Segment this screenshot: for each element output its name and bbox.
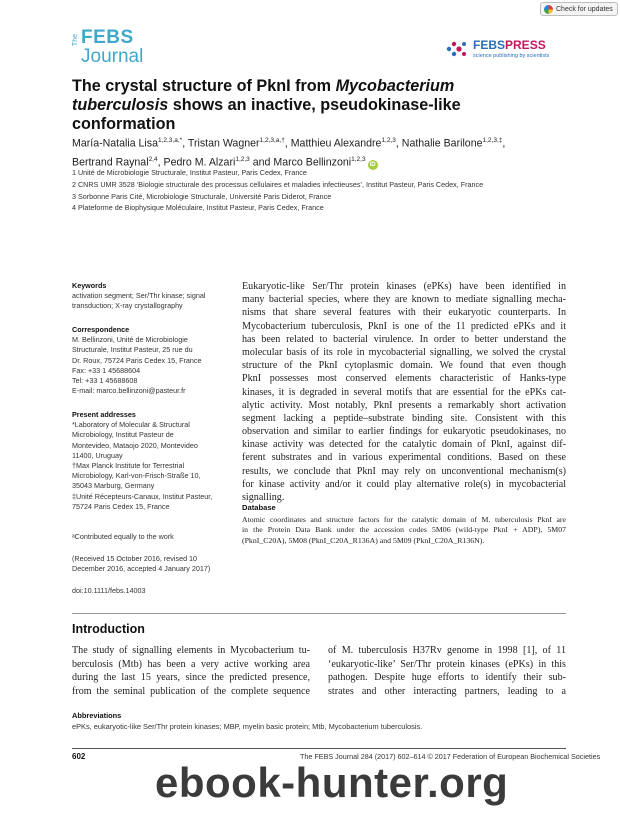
abstract-line: many bacterial species, where they are known to mediate signalling mecha- [242,294,566,306]
introduction-line: from the seminal publication of the complete sequence [72,685,310,697]
correspondence-email[interactable]: E-mail: marco.bellinzoni@pasteur.fr [72,386,186,396]
address-line: *Laboratory of Molecular & Structural [72,420,190,430]
introduction-line: berculosis (Mtb) has been a very active working area [72,658,310,670]
present-addresses-heading: Present addresses [72,410,136,419]
introduction-line: ‘eukaryotic-like’ Ser/Thr protein kinases (ePKs) in this [328,658,566,670]
abstract-line: Eukaryotic-like Ser/Thr protein kinases (ePKs) have been identified in [242,281,566,292]
author: Bertrand Raynal [72,156,149,169]
abstract-line: Mycobacterium tuberculosis, PknI is one of the 11 predicted ePKs and it [242,320,566,332]
address-line: Microbiology, Institut Pasteur de [72,430,174,440]
database-line: Atomic coordinates and structure factors for the catalytic domain of M. tuberculosis PknI are [242,515,566,524]
author-affil: 1,2,3,a,† [259,137,285,144]
author-affil: 1,2,3 [381,137,396,144]
title-part: conformation [72,115,176,133]
abstract-line: for kinase activity and/or it could play alternative role(s) in mycobacterial [242,478,566,490]
abstract-line: results, we conclude that PknI may rely on unconventional mechanism(s) [242,465,566,477]
footer-citation: The FEBS Journal 284 (2017) 602–614 © 2017 Federation of European Biochemical Societies [300,752,601,761]
author-affil: 1,2,3,‡ [482,137,503,144]
title-part: shows an inactive, pseudokinase-like [168,96,461,114]
correspondence-line: Structurale, Institut Pasteur, 25 rue du [72,345,193,355]
press-febs: FEBS [473,38,506,52]
database-line: (PknI_C20A), 5M08 (PknI_C20A_R136A) and 5M09 (PknI_C20A_R136N). [242,535,485,545]
abstract [242,280,566,504]
correspondence-line: Tel: +33 1 45688608 [72,376,138,386]
database-line: in the Protein Data Bank under the accession codes 5M06 (wild-type PknI + ADP), 5M07 [242,525,566,535]
logo-the: The [72,34,79,47]
orcid-icon[interactable]: iD [369,162,376,169]
author: Matthieu Alexandre [290,137,382,150]
address-line: 75724 Paris Cedex 15, France [72,501,170,511]
present-addresses-block [72,410,232,512]
keywords-line: activation segment; Ser/Thr kinase; signal [72,291,206,301]
introduction-column-left [72,644,310,698]
author-affil: 1,2,3 [351,155,366,163]
abstract-line: has been related to bacterial virulence. In order to better understand the [242,333,566,345]
author: Tristan Wagner [187,137,260,150]
check-for-updates-button[interactable] [540,2,618,16]
author-affil: 1,2,3 [235,155,250,163]
introduction-line: pathogen. Despite huge efforts to identify their sub- [328,672,566,683]
abstract-line: kinase activity was detected for the catalytic domain of PknI, against dif- [242,439,566,451]
abbreviations-text: ePKs, eukaryotic-like Ser/Thr protein kinases; MBP, myelin basic protein; Mtb, Mycobacterium tuberculosis. [72,722,423,731]
author: Nathalie Barilone [401,137,483,150]
address-line: ‡Unité Récepteurs-Canaux, Institut Pasteur, [72,491,213,501]
abbreviations-heading: Abbreviations [72,711,122,720]
introduction-column-right [328,644,566,698]
address-line: Microbiology, Karl-von-Frisch-Straße 10, [72,471,201,481]
press-press: PRESS [505,38,546,52]
affiliation: 2 CNRS UMR 3528 ‘Biologie structurale des processus cellulaires et maladies infectieuses’, Institut Pasteur, Paris Cedex, France [72,180,484,189]
equal-contribution-note: ᵃContributed equally to the work [72,532,174,541]
affiliation: 3 Sorbonne Paris Cité, Microbiologie Structurale, Université Paris Diderot, France [72,192,332,201]
keywords-line: transduction; X-ray crystallography [72,301,183,311]
article-title [72,77,552,134]
logo-journal: Journal [81,46,144,67]
logo-febs: FEBS [81,27,134,48]
page-number: 602 [72,752,86,761]
introduction-line: The study of signalling elements in Mycobacterium tu- [72,645,310,656]
febs-journal-logo [72,27,162,74]
database-heading: Database [242,503,276,512]
abstract-line: nisms that share several features with their eukaryotic counterparts. In [242,307,566,319]
abstract-line: ferent substrates and in various experimental conditions. Based on these [242,452,566,464]
keywords-block [72,281,232,312]
watermark: ebook-hunter.org [155,759,509,806]
febs-press-logo [445,36,565,66]
received-line: (Received 15 October 2016, revised 10 [72,554,198,563]
address-line: 35043 Marburg, Germany [72,481,155,491]
address-line: Montevideo, Mataojo 2020, Montevideo [72,440,198,450]
author-list: María-Natalia Lisa$^{1,2,3,a,*}$, Tristan Wagner$^{1,2,3,a,\dagger}$, Matthieu Alexandre$^{1,2,3}$, Nathalie Barilone$^{1,2,3,\ddagger}$, Bertrand Raynal$^{2,4}$, Pedro M. Alzari$^{1,2,3}$ and Marco Bellinzoni$^{1,2,3}$iD [72,137,506,169]
correspondence-block [72,325,232,396]
title-part: The crystal structure of PknI from [72,77,336,95]
abstract-line: molecular basis of its role in mycobacterial signalling, we solved the crystal [242,346,566,358]
address-line: 11400, Uruguay [72,450,123,460]
received-dates [72,554,232,574]
database-text [242,515,566,546]
correspondence-line: Fax: +33 1 45688604 [72,365,141,375]
introduction-line: strates and other interacting partners, leading to a [328,685,566,697]
title-part-italic: Mycobacterium [335,77,455,95]
correspondence-line: Dr. Roux, 75724 Paris Cedex 15, France [72,355,202,365]
affiliation: 1 Unité de Microbiologie Structurale, Institut Pasteur, Paris Cedex, France [72,168,307,177]
abstract-line: structure of the PknI cytoplasmic domain. We found that even though [242,360,566,372]
affiliation: 4 Plateforme de Biophysique Moléculaire, Institut Pasteur, Paris Cedex, France [72,203,324,212]
author-affil: 1,2,3,a,* [157,137,183,144]
introduction-line: during the last 15 years, since the predicted presence, [72,672,310,683]
correspondence-line: M. Bellinzoni, Unité de Microbiologie [72,335,188,345]
section-divider [72,613,566,614]
correspondence-heading: Correspondence [72,325,130,334]
abstract-line: kinases, it is degraded in several motifs that are essential for the ePKs cat- [242,386,566,398]
address-line: †Max Planck Institute for Terrestrial [72,461,185,471]
doi-link[interactable]: doi:10.1111/febs.14003 [72,586,146,595]
author: Pedro M. Alzari [163,156,236,169]
introduction-line: of M. tuberculosis H37Rv genome in 1998 [1], of 11 [328,645,566,656]
abstract-line: PknI possesses most conserved elements characteristic of Hanks-type [242,373,566,385]
introduction-heading: Introduction [72,622,145,636]
press-tagline: science publishing by scientists [473,53,550,59]
keywords-heading: Keywords [72,281,107,290]
author: María-Natalia Lisa [72,137,158,150]
abstract-line: observation and similar to earlier findings for eukaryotic pseudokinases, no [242,426,566,438]
title-part-italic: tuberculosis [72,96,169,114]
received-line: December 2016, accepted 4 January 2017) [72,564,211,574]
abstract-line: signalling. [242,492,285,503]
author: and Marco Bellinzoni [252,156,352,169]
febs-press-dots-icon [445,39,469,59]
check-for-updates-label: Check for updates [556,5,613,13]
author-affil: 2,4 [148,155,158,163]
crossmark-icon [544,5,553,14]
footer-divider [72,748,566,749]
abstract-line: alytic activity. Most notably, PknI presents a remarkably short activation [242,399,566,411]
abstract-line: segment lacking a peptide–substrate binding site. Consistent with this [242,412,566,424]
